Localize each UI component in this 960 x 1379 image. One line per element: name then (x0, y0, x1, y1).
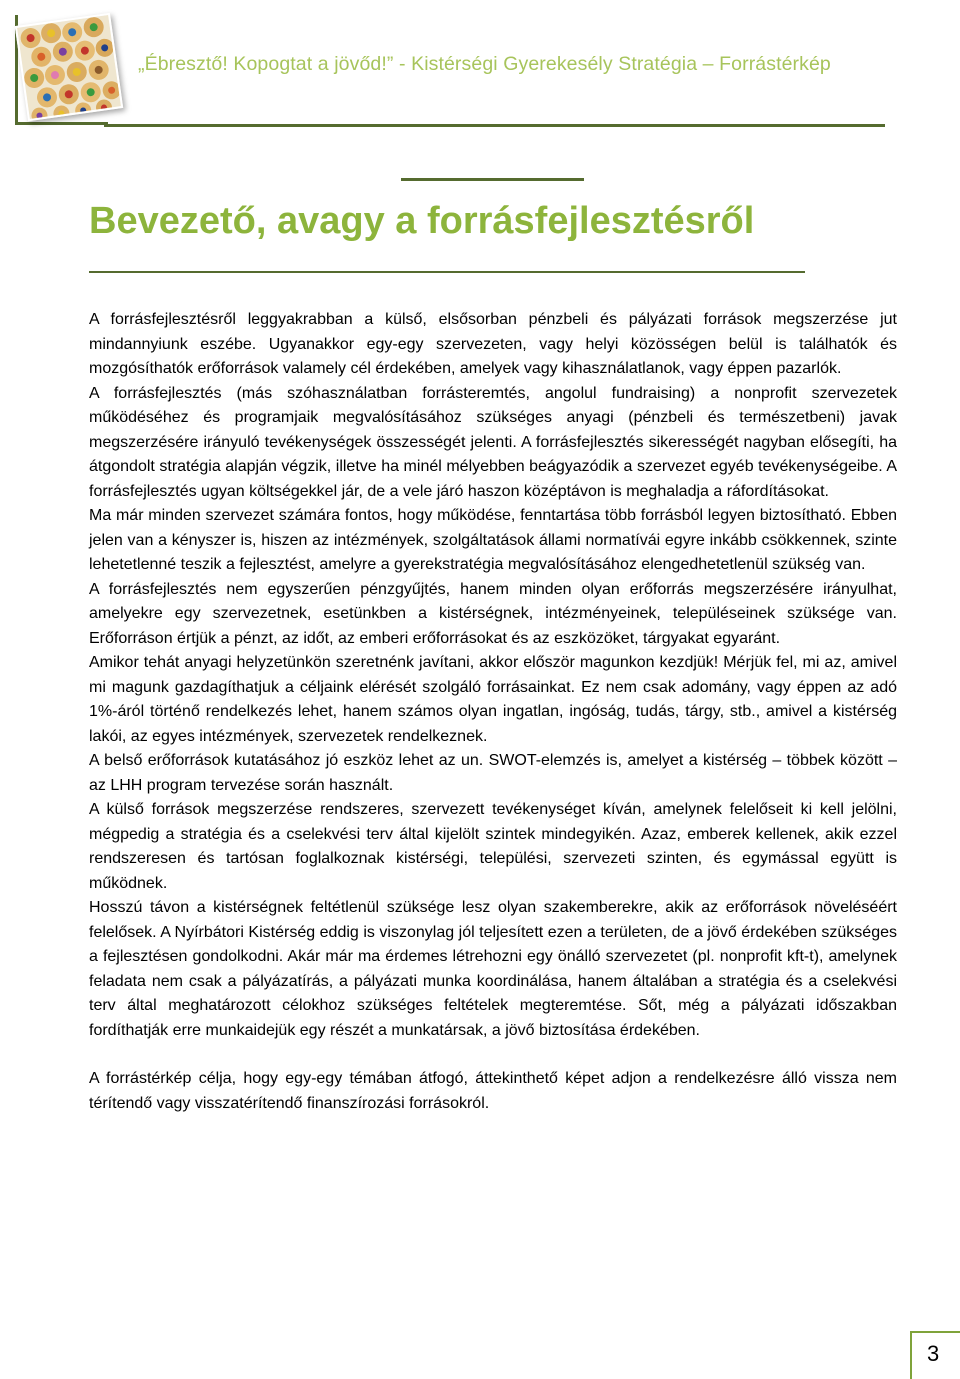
header-divider (104, 124, 885, 127)
paragraph: A külső források megszerzése rendszeres, szervezett tevékenységet kíván, amelynek felelőseit ki kell jelölni, mégpedig a stratégia és a cselekvési terv által kijelölt szintek mindegyikén. Azaz, emberek kellenek, akik ezzel rendszeresen és tartósan foglalkoznak kistérségi, települési, szervezeti szinten, és egymással együtt is működnek. (89, 801, 897, 892)
paragraph: Hosszú távon a kistérségnek feltétlenül szüksége lesz olyan szakemberekre, akik az erőforrások növeléséért felelősek. A Nyírbátori Kistérség eddig is viszonylag jól teljesített ezen a területen, de a jövő érdekében szükséges a fejlesztésen gondolkodni. Akár már ma érdemes létrehozni egy önálló szervezetet (pl. nonprofit kft-t), amelynek feladata nem csak a pályázatírás, a pályázati munka koordinálása, hanem általában a stratégia és a cselekvési terv által meghatározott célokhoz szükséges feltételek megteremtése. Sőt, még a pályázati időszakban fordíthatják erre munkaidejük egy részét a munkatársak, a jövő biztosítása érdekében. (89, 899, 897, 1039)
paragraph: A forrásfejlesztés nem egyszerűen pénzgyűjtés, hanem minden olyan erőforrás megszerzésére irányulhat, amelyekre egy szervezetnek, esetünkben a kistérségnek, intézményeinek, településeinek szüksége van. Erőforráson értjük a pénzt, az időt, az emberi erőforrásokat és az eszközöket, tárgyakat egyaránt. (89, 580, 897, 647)
title-divider (89, 271, 805, 273)
paragraph: A belső erőforrások kutatásához jó eszköz lehet az un. SWOT-elemzés is, amelyet a kistérség – többek között – az LHH program tervezése során használt. (89, 752, 897, 794)
closing-paragraph: A forrástérkép célja, hogy egy-egy témában átfogó, áttekinthető képet adjon a rendelkezésre álló vissza nem térítendő vagy visszatérítendő finanszírozási forrásokról. (89, 1070, 897, 1112)
decorative-divider (401, 178, 584, 181)
paragraph: Amikor tehát anyagi helyzetünkön szeretnénk javítani, akkor először magunkon kezdjük! Mérjük fel, mi az, amivel mi magunk gazdagíthatjuk a céljaink elérését szolgáló forrásainkat. Ez nem csak adomány, vagy éppen az adó 1%-áról történő rendelkezés lehet, hanem számos olyan ingatlan, ingóság, tudás, tárgy, stb., amivel a kistérség lakói, az egyes intézmények, szervezetek rendelkeznek. (89, 654, 897, 745)
paragraph: Ma már minden szervezet számára fontos, hogy működése, fenntartása több forrásból legyen biztosítható. Ebben jelen van a kényszer is, hiszen az intézmények, szolgáltatások állami normatívái egyre inkább csökkennek, szinte lehetetlenné teszik a fejlesztést, amelyre a gyerekstratégia megvalósításához elengedhetetlenül szükség van. (89, 507, 897, 573)
running-header-title: „Ébresztő! Kopogtat a jövőd!” - Kistérségi Gyerekesély Stratégia – Forrástérkép (138, 53, 831, 75)
colored-pencils-logo-icon (15, 13, 123, 121)
chapter-title: Bevezető, avagy a forrásfejlesztésről (89, 200, 755, 242)
paragraph: A forrásfejlesztésről leggyakrabban a külső, elsősorban pénzbeli és pályázati források megszerzése jut mindannyiunk eszébe. Ugyanakkor egy-egy szervezeten, vagy helyi közösségen belül is találhatók és mozgósíthatók erőforrások valamely cél érdekében, amelyek vagy kihasználatlanok, vagy éppen pazarlók. (89, 311, 897, 377)
body-text (89, 308, 897, 1116)
paragraph: A forrásfejlesztés (más szóhasználatban forrásteremtés, angolul fundraising) a nonprofit szervezetek működéséhez és programjaik megvalósításához szükséges anyagi (pénzbeli és természetbeni) javak megszerzésére irányuló tevékenységek összességét jelenti. A forrásfejlesztés sikerességét nagyban elősegíti, ha átgondolt stratégia alapján végzik, illetve ha minél mélyebben beágyazódik a szervezet egyéb tevékenységeibe. A forrásfejlesztés ugyan költségekkel jár, de a vele járó haszon középtávon is meghaladja a ráfordításokat. (89, 384, 897, 500)
page-number: 3 (927, 1341, 940, 1366)
